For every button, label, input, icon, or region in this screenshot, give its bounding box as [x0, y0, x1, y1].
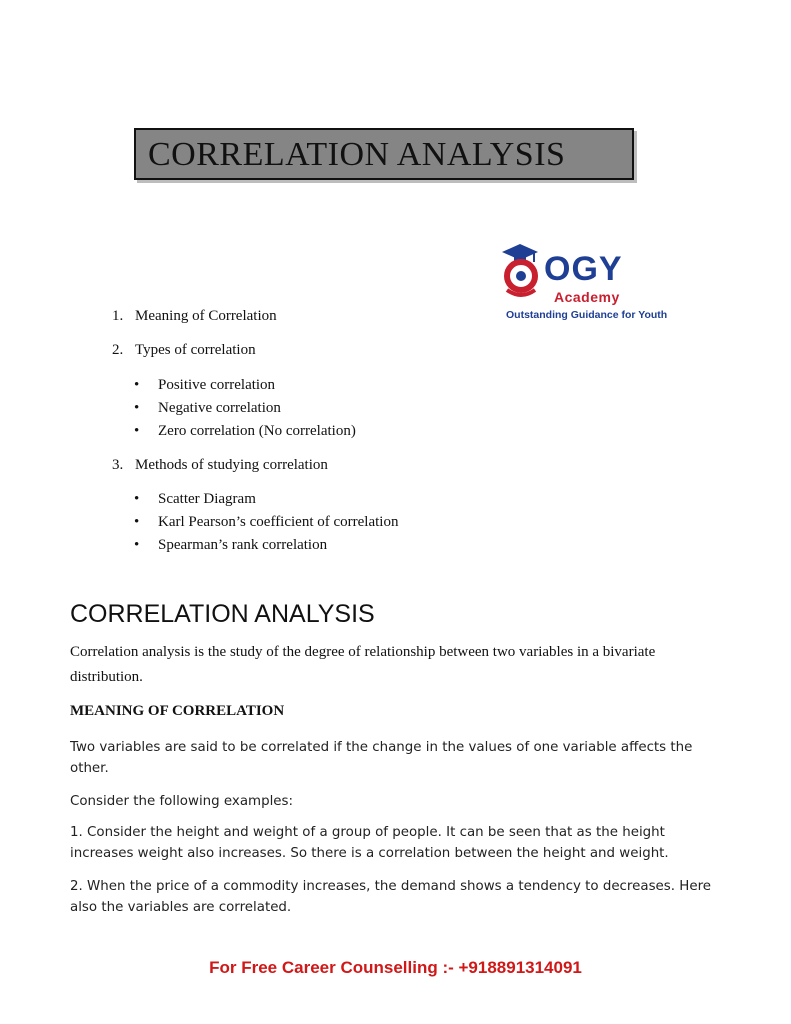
example-2 — [70, 876, 730, 918]
example-1-number: 1. — [70, 825, 83, 840]
list-item: • Positive correlation — [134, 377, 276, 393]
bullet-icon: • — [134, 377, 140, 393]
examples-intro: Consider the following examples: — [70, 794, 294, 809]
example-2-number: 2. — [70, 879, 83, 894]
example-2-text: When the price of a commodity increases, the demand shows a tendency to decreases. Here also the variables are correlated. — [70, 879, 712, 915]
definition-paragraph: Two variables are said to be correlated if the change in the values of one variable affects the other. — [70, 740, 693, 776]
bullet-icon: • — [134, 491, 140, 507]
outline-number-2: 2. — [112, 342, 124, 358]
example-1-text: Consider the height and weight of a group of people. It can be seen that as the height increases weight also increases. So there is a correlation between the height and weight. — [70, 825, 669, 861]
list-item: • Karl Pearson’s coefficient of correlation — [134, 514, 399, 530]
section-heading: CORRELATION ANALYSIS — [70, 600, 375, 628]
example-1 — [70, 822, 730, 864]
page-title: CORRELATION ANALYSIS — [148, 136, 566, 173]
footer-contact: For Free Career Counselling :- +918891314091 — [209, 958, 582, 977]
logo-ogy-text: OGY — [544, 250, 623, 288]
title-box — [134, 128, 634, 180]
bullet-icon: • — [134, 537, 140, 553]
bullet-icon: • — [134, 514, 140, 530]
logo-academy-text: Academy — [554, 289, 620, 305]
list-item: • Zero correlation (No correlation) — [134, 423, 356, 439]
outline-item-types: Types of correlation — [135, 342, 256, 358]
subheading-meaning: MEANING OF CORRELATION — [70, 703, 285, 719]
outline-number-3: 3. — [112, 457, 124, 473]
bullet-icon: • — [134, 423, 140, 439]
intro-paragraph: Correlation analysis is the study of the degree of relationship between two variables in a bivariate distribution. — [70, 644, 656, 685]
list-item: • Negative correlation — [134, 400, 281, 416]
bullet-icon: • — [134, 400, 140, 416]
outline-number-1: 1. — [112, 308, 124, 324]
list-item: • Scatter Diagram — [134, 491, 256, 507]
ogy-academy-logo — [494, 238, 668, 328]
list-item: • Spearman’s rank correlation — [134, 537, 328, 553]
outline-item-meaning: Meaning of Correlation — [135, 308, 277, 324]
logo-tagline: Outstanding Guidance for Youth — [506, 309, 668, 321]
outline-item-methods: Methods of studying correlation — [135, 457, 328, 473]
